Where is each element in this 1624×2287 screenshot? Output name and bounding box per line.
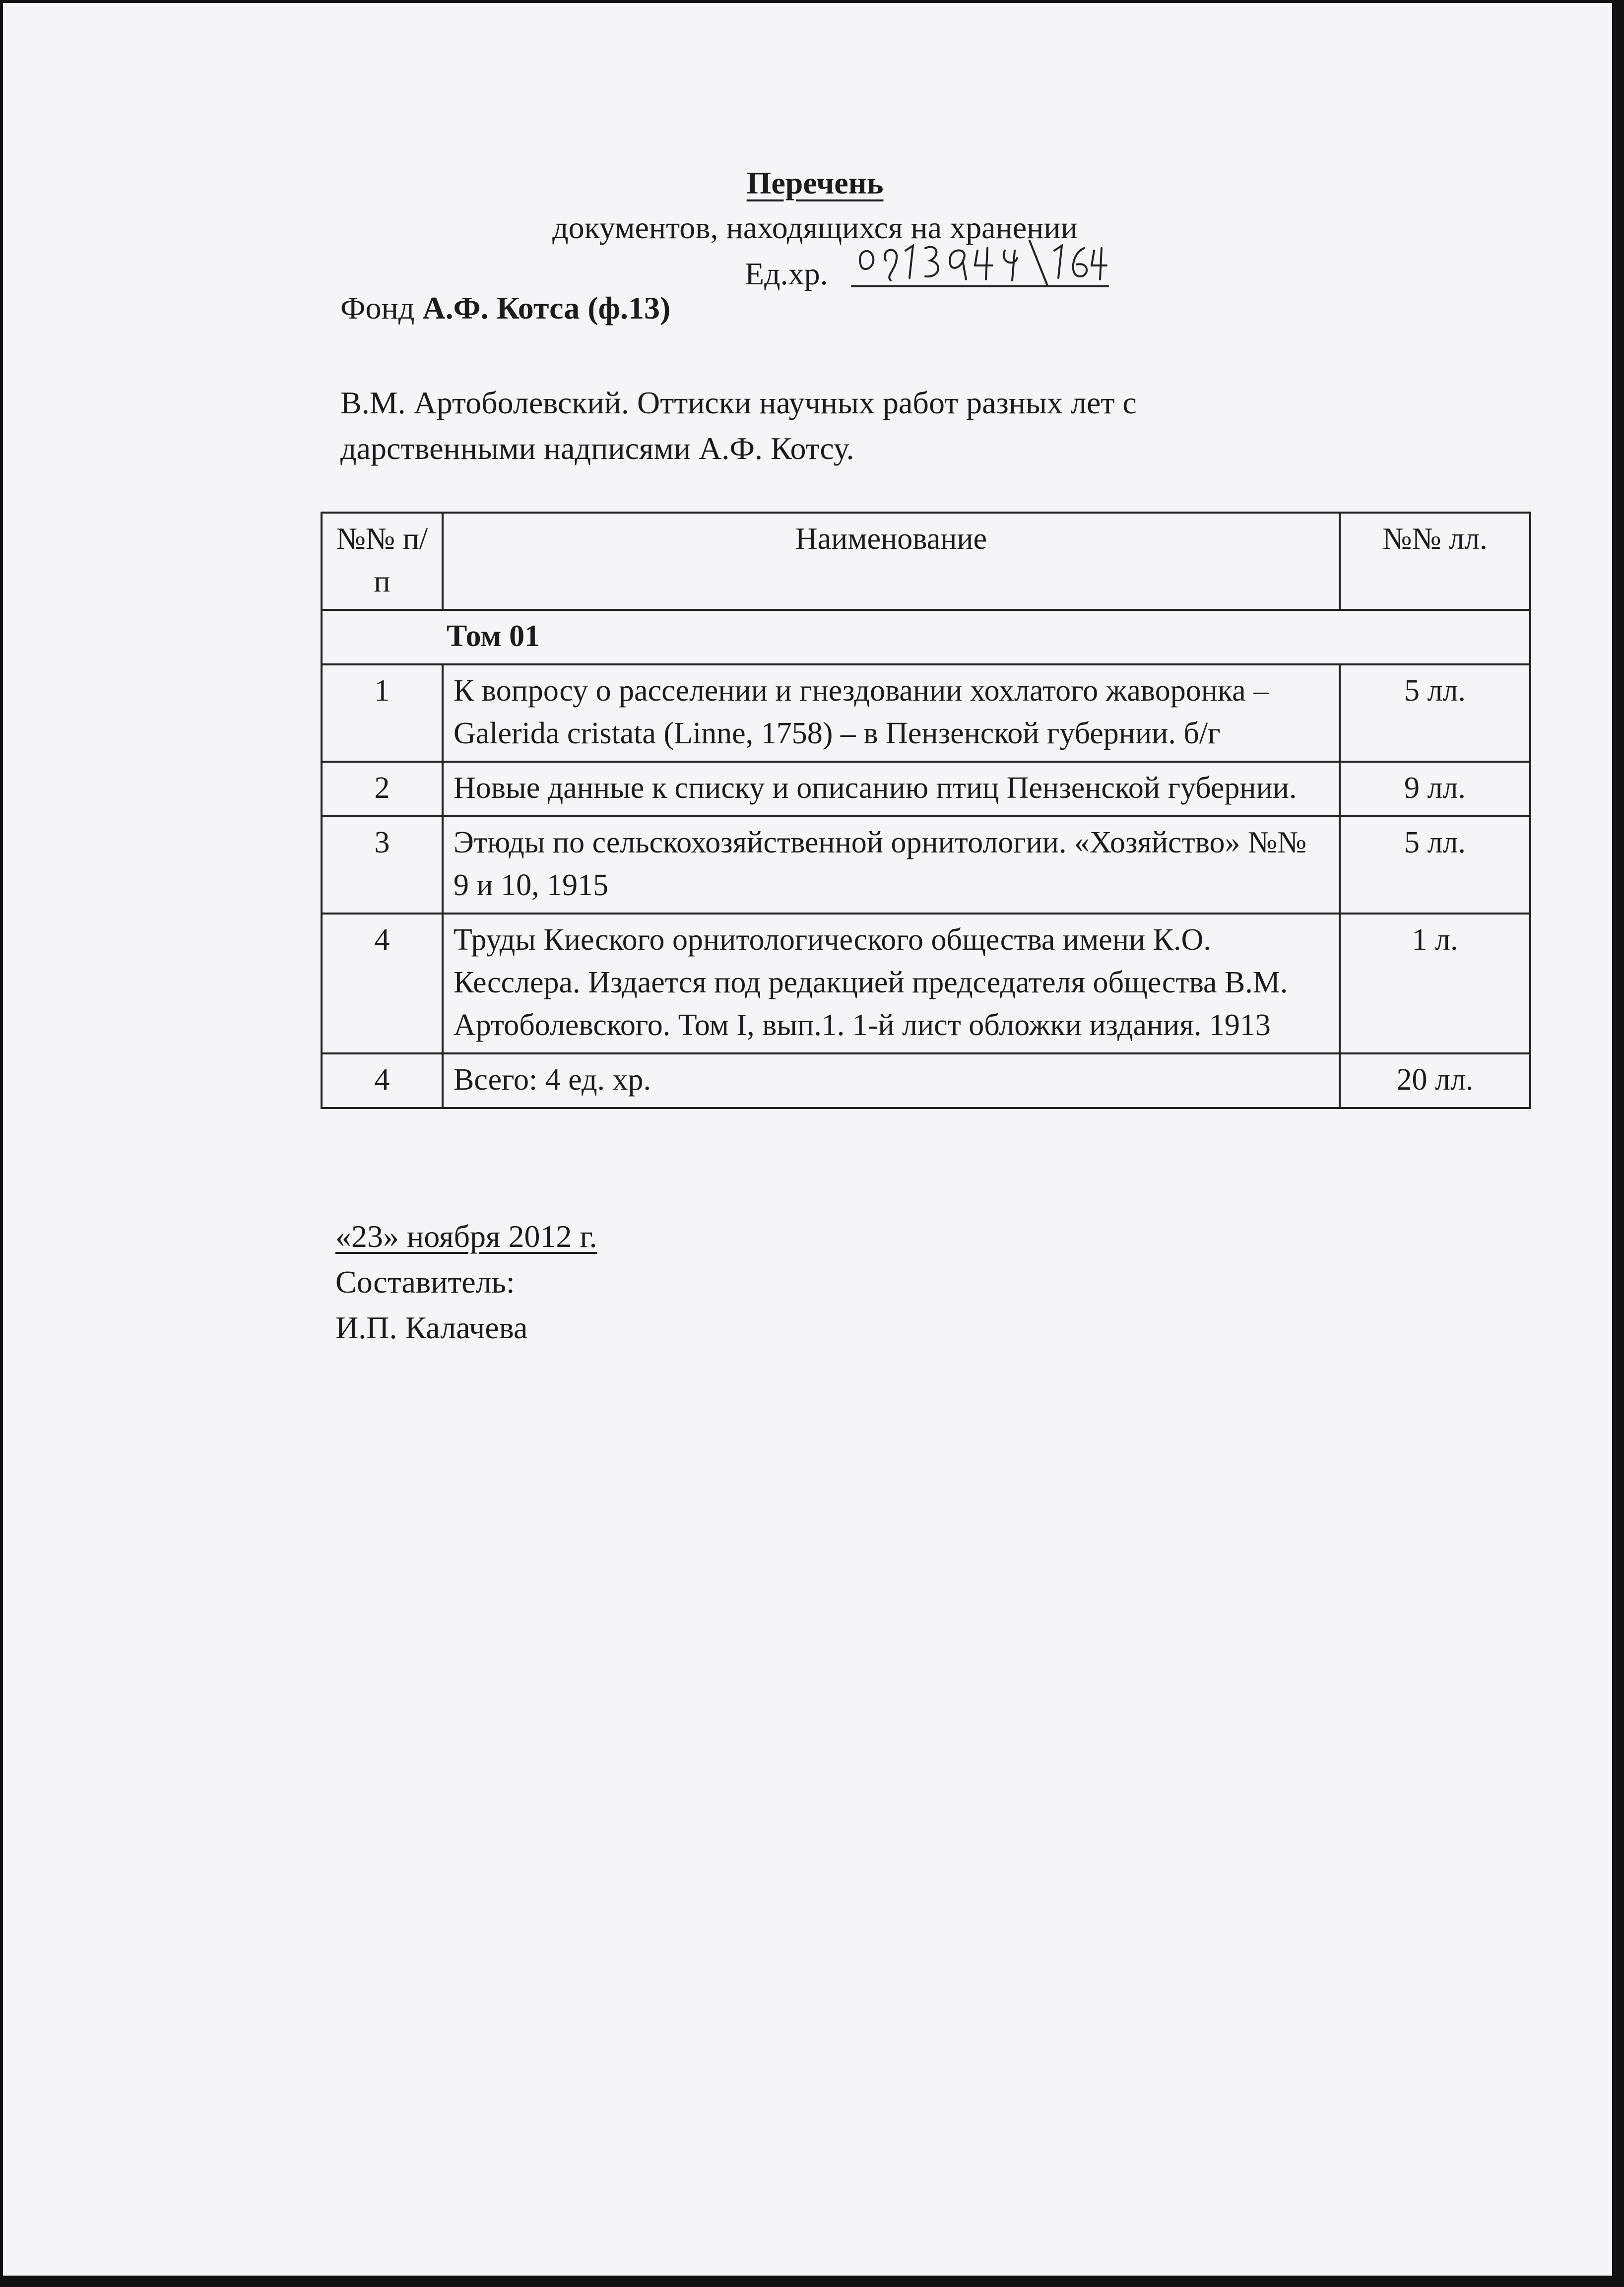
- row-num: 1: [322, 664, 443, 762]
- collection-description: В.М. Артоболевский. Оттиски научных работ разных лет с дарственными надписями А.Ф. Котсу.: [340, 385, 1137, 466]
- compiler-label: Составитель:: [335, 1264, 515, 1300]
- row-sheets: 9 лл.: [1340, 762, 1530, 816]
- table-row: [322, 762, 1530, 816]
- total-num: 4: [322, 1053, 443, 1108]
- header-name: Наименование: [443, 513, 1340, 610]
- total-label: Всего: 4 ед. хр.: [443, 1053, 1340, 1108]
- total-sheets: 20 лл.: [1340, 1053, 1530, 1108]
- documents-table: [321, 512, 1531, 1109]
- volume-text: Том 01: [447, 619, 540, 653]
- date-text: «23» ноября 2012 г.: [335, 1219, 597, 1254]
- row-name: Новые данные к списку и описанию птиц Пензенской губернии.: [443, 762, 1340, 816]
- title-text: Перечень: [746, 165, 884, 200]
- table-row: [322, 914, 1530, 1053]
- document-subtitle: документов, находящихся на хранении: [552, 210, 1078, 245]
- row-num: 3: [322, 816, 443, 914]
- header-num: №№ п/п: [322, 513, 443, 610]
- row-name: К вопросу о расселении и гнездовании хохлатого жаворонка – Galerida cristata (Linne, 1758) – в Пензенской губернии. б/г: [443, 664, 1340, 762]
- storage-unit-label: Ед.хр.: [745, 256, 828, 291]
- table-row: [322, 816, 1530, 914]
- total-row: [322, 1053, 1530, 1108]
- table-header-row: [322, 513, 1530, 610]
- table-row: [322, 664, 1530, 762]
- volume-row: [322, 610, 1530, 664]
- volume-label: [322, 610, 1530, 664]
- document-page: [3, 3, 1612, 2276]
- handwritten-unit-number: [851, 251, 1109, 287]
- row-name: Этюды по сельскохозяйственной орнитологии. «Хозяйство» №№ 9 и 10, 1915: [443, 816, 1340, 914]
- document-title: [3, 164, 1624, 202]
- handwriting-strokes: [851, 231, 1109, 285]
- row-num: 4: [322, 914, 443, 1053]
- fond-line: [340, 290, 670, 327]
- fond-name: А.Ф. Котса (ф.13): [422, 290, 671, 326]
- document-footer: [335, 1214, 597, 1351]
- compiler-name: И.П. Калачева: [335, 1310, 528, 1345]
- row-sheets: 5 лл.: [1340, 816, 1530, 914]
- storage-unit-line: [745, 248, 1109, 293]
- row-sheets: 1 л.: [1340, 914, 1530, 1053]
- fond-label: Фонд: [340, 290, 415, 326]
- row-sheets: 5 лл.: [1340, 664, 1530, 762]
- compilation-date: [335, 1214, 597, 1259]
- header-sheets: №№ лл.: [1340, 513, 1530, 610]
- row-num: 2: [322, 762, 443, 816]
- row-name: Труды Киеского орнитологического общества имени К.О. Кесслера. Издается под редакцией председателя общества В.М. Артоболевского. Том I, вып.1. 1-й лист обложки издания. 1913: [443, 914, 1340, 1053]
